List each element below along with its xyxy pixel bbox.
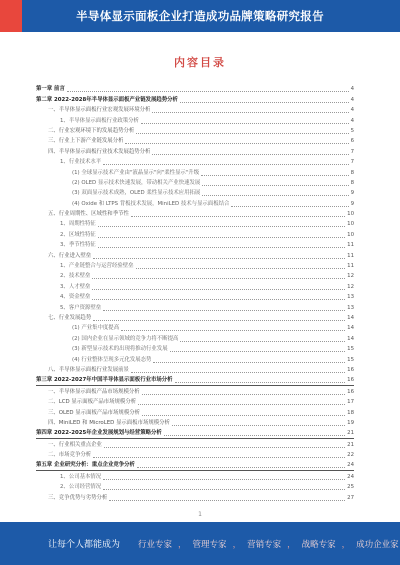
toc-dot-leader <box>142 394 345 395</box>
page-number: 1 <box>198 511 202 518</box>
toc-dot-leader <box>231 206 348 207</box>
toc-entry-page: 21 <box>347 441 354 448</box>
toc-entry-label: 四、MiniLED 和 MicroLED 显示面板市场规模分析 <box>48 419 170 426</box>
toc-entry[interactable] <box>36 482 354 492</box>
footer-separator: ， <box>178 539 187 550</box>
toc-entry[interactable] <box>36 418 354 428</box>
toc-entry-label: 二、行业宏观环境下的发展趋势分析 <box>48 127 135 134</box>
toc-heading: 内容目录 <box>174 56 226 69</box>
toc-entry[interactable] <box>36 126 354 136</box>
toc-entry-label: (3) 双面显示技术成熟，OLED 柔性显示技术应用拓展 <box>72 190 201 197</box>
toc-entry-label: 一、行业相关重点企业 <box>48 441 102 448</box>
toc-dot-leader <box>202 195 348 196</box>
footer-separator: ， <box>287 539 296 550</box>
toc-entry[interactable] <box>36 157 354 167</box>
toc-dot-leader <box>201 175 348 176</box>
toc-dot-leader <box>175 382 346 383</box>
toc-entry-page: 19 <box>347 419 354 426</box>
toc-entry[interactable] <box>36 136 354 146</box>
toc-entry-label: (2) OLED 显示技术快速发展，带动相关产业快速发展 <box>72 179 201 186</box>
toc-entry-label: (1) 全球显示技术产业由"液晶显示"向"柔性显示"升级 <box>72 169 200 176</box>
toc-dot-leader <box>104 447 345 448</box>
toc-dot-leader <box>109 500 345 501</box>
toc-entry[interactable] <box>36 219 354 229</box>
toc-dot-leader <box>141 123 349 124</box>
toc-dot-leader <box>125 143 348 144</box>
toc-entry[interactable] <box>36 333 354 343</box>
toc-entry[interactable] <box>36 344 354 354</box>
toc-dot-leader <box>136 268 346 269</box>
toc-dot-leader <box>152 154 348 155</box>
toc-dot-leader <box>93 258 345 259</box>
toc-entry-page: 12 <box>347 283 354 290</box>
toc-dot-leader <box>137 467 345 468</box>
toc-entry[interactable] <box>36 460 354 471</box>
toc-entry-label: (1) 产业集中度提高 <box>72 325 120 332</box>
toc-entry[interactable] <box>36 209 354 219</box>
toc-entry[interactable] <box>36 94 354 104</box>
toc-entry[interactable] <box>36 365 354 375</box>
toc-entry[interactable] <box>36 375 354 386</box>
toc-entry[interactable] <box>36 271 354 281</box>
toc-entry-label: 第四章 2022-2025年企业发展规划与经营策略分析 <box>36 430 162 437</box>
toc-dot-leader <box>180 102 349 103</box>
toc-entry-label: 八、半导体显示面板行业发展前景 <box>48 366 129 373</box>
toc-entry-page: 16 <box>347 366 354 373</box>
toc-dot-leader <box>92 289 345 290</box>
toc-entry-page: 6 <box>350 138 354 145</box>
toc-entry-page: 9 <box>350 190 354 197</box>
toc-entry-page: 8 <box>350 169 354 176</box>
toc-dot-leader <box>98 247 345 248</box>
toc-entry-label: 六、行业进入壁垒 <box>48 252 92 259</box>
toc-entry-label: 4、资金壁垒 <box>60 294 91 301</box>
toc-entry-label: 2、公司经营情况 <box>60 484 102 491</box>
toc-entry-label: 三、竞争优势与劣势分析 <box>48 494 108 501</box>
toc-dot-leader <box>142 415 345 416</box>
toc-entry-label: 1、周期性特征 <box>60 221 96 228</box>
toc-entry-page: 7 <box>350 159 354 166</box>
toc-dot-leader <box>153 362 345 363</box>
toc-entry-label: 三、行业上下游产业链发展分析 <box>48 138 124 145</box>
toc-dot-leader <box>93 457 345 458</box>
toc-entry-page: 22 <box>347 452 354 459</box>
toc-entry-label: 二、LCD 显示面板产品市场规模分析 <box>48 399 137 406</box>
toc-dot-leader <box>92 299 345 300</box>
footer-slogan: 让每个人都能成为 <box>48 540 121 550</box>
header-banner <box>0 0 400 32</box>
toc-entry-page: 4 <box>350 86 354 93</box>
toc-entry-label: (3) 新型显示技术的出现将推动行业发展 <box>72 346 168 353</box>
toc-entry-page: 10 <box>347 231 354 238</box>
toc-entry-label: 七、行业发展趋势 <box>48 314 92 321</box>
footer-role-item: 成功企业家 <box>356 539 399 550</box>
footer-separator: ， <box>341 539 351 550</box>
toc-entry[interactable] <box>36 354 354 364</box>
toc-entry-page: 18 <box>347 409 354 416</box>
toc-dot-leader <box>172 425 345 426</box>
toc-entry-page: 8 <box>350 179 354 186</box>
toc-entry-page: 15 <box>347 346 354 353</box>
toc-entry[interactable] <box>36 386 354 396</box>
footer-role-item: 管理专家 <box>192 539 227 550</box>
toc-entry[interactable] <box>36 146 354 156</box>
toc-entry-label: 5、客户资源壁垒 <box>60 304 102 311</box>
toc-entry[interactable] <box>36 450 354 460</box>
toc-entry-page: 14 <box>347 314 354 321</box>
toc-dot-leader <box>164 435 345 436</box>
toc-entry-label: 一、半导体显示面板行业宏观发展环境分析 <box>48 107 151 114</box>
toc-entry-label: 第一章 前言 <box>36 86 65 93</box>
toc-dot-leader <box>170 351 346 352</box>
toc-entry[interactable] <box>36 240 354 250</box>
toc-entry[interactable] <box>36 492 354 502</box>
toc-entry-page: 11 <box>347 242 354 249</box>
report-title: 半导体显示面板企业打造成功品牌策略研究报告 <box>76 9 324 23</box>
toc-dot-leader <box>180 341 345 342</box>
toc-entry-page: 4 <box>350 117 354 124</box>
toc-entry-label: 1、行业技术水平 <box>60 159 102 166</box>
table-of-contents <box>36 84 354 503</box>
toc-dot-leader <box>67 91 349 92</box>
toc-entry[interactable] <box>36 313 354 323</box>
footer-banner <box>0 522 400 565</box>
toc-entry-label: 2、区域性特征 <box>60 231 96 238</box>
toc-entry-page: 13 <box>347 294 354 301</box>
toc-entry[interactable] <box>36 323 354 333</box>
toc-entry[interactable] <box>36 397 354 407</box>
toc-entry[interactable] <box>36 439 354 449</box>
footer-role-item: 行业专家 <box>138 539 173 550</box>
toc-entry-page: 12 <box>347 273 354 280</box>
toc-entry[interactable] <box>36 84 354 94</box>
toc-entry[interactable] <box>36 292 354 302</box>
toc-entry[interactable] <box>36 198 354 208</box>
toc-entry-page: 14 <box>347 335 354 342</box>
toc-entry[interactable] <box>36 229 354 239</box>
toc-entry-label: 四、半导体显示面板行业技术发展趋势分析 <box>48 148 151 155</box>
toc-entry-page: 14 <box>347 325 354 332</box>
toc-dot-leader <box>138 404 345 405</box>
toc-entry[interactable] <box>36 471 354 481</box>
toc-entry-label: 第二章 2022-2028年半导体显示面板产业链发展趋势分析 <box>36 96 178 103</box>
toc-entry-page: 15 <box>347 356 354 363</box>
toc-entry-label: (2) 国内企业在显示领域的竞争力将不断提高 <box>72 335 179 342</box>
toc-entry[interactable] <box>36 302 354 312</box>
toc-entry-label: 2、技术壁垒 <box>60 273 91 280</box>
footer-role-item: 战略专家 <box>301 539 336 550</box>
toc-entry-page: 10 <box>347 211 354 218</box>
toc-dot-leader <box>103 489 345 490</box>
footer-separator: ， <box>232 539 242 550</box>
toc-entry-page: 24 <box>347 473 354 480</box>
toc-dot-leader <box>103 479 345 480</box>
toc-entry-page: 7 <box>350 148 354 155</box>
toc-dot-leader <box>98 237 345 238</box>
toc-entry-label: (4) Oxide 和 LTPS 背板技术发展，MiniLED 技术与显示面板结合 <box>72 200 230 207</box>
toc-entry-page: 13 <box>347 304 354 311</box>
toc-entry-label: 1、公司基本情况 <box>60 473 102 480</box>
toc-dot-leader <box>136 133 348 134</box>
toc-entry-page: 17 <box>347 399 354 406</box>
toc-entry-label: 五、行业周期性、区域性和季节性 <box>48 211 129 218</box>
toc-entry-page: 16 <box>347 388 354 395</box>
toc-entry-page: 24 <box>347 462 354 469</box>
toc-dot-leader <box>152 112 348 113</box>
toc-entry-label: 一、半导体显示面板产品市场规模分析 <box>48 388 140 395</box>
toc-dot-leader <box>131 216 345 217</box>
toc-entry-page: 11 <box>347 252 354 259</box>
toc-entry-label: 第三章 2022-2027年中国半导体显示面板行业市场分析 <box>36 377 173 384</box>
toc-entry-label: 三、OLED 显示面板产品市场规模分析 <box>48 409 140 416</box>
toc-entry-label: (4) 行业整体呈现多元化发展态势 <box>72 356 152 363</box>
toc-entry-label: 3、季节性特征 <box>60 242 96 249</box>
toc-entry[interactable] <box>36 407 354 417</box>
toc-entry-page: 4 <box>350 96 354 103</box>
toc-dot-leader <box>121 330 345 331</box>
toc-entry-label: 二、市场竞争分析 <box>48 452 92 459</box>
toc-entry[interactable] <box>36 167 354 177</box>
toc-entry[interactable] <box>36 281 354 291</box>
toc-dot-leader <box>92 278 345 279</box>
toc-entry[interactable] <box>36 261 354 271</box>
footer-role-item: 营销专家 <box>247 539 282 550</box>
toc-entry-label: 1、产业链整合与运营经验壁垒 <box>60 263 134 270</box>
toc-entry-label: 3、人才壁垒 <box>60 283 91 290</box>
toc-entry-label: 第五章 企业研究分析：重点企业竞争分析 <box>36 462 135 469</box>
footer-roles <box>138 538 399 550</box>
toc-entry[interactable] <box>36 188 354 198</box>
toc-entry-page: 5 <box>350 127 354 134</box>
toc-entry-page: 10 <box>347 221 354 228</box>
toc-entry-page: 9 <box>350 200 354 207</box>
toc-dot-leader <box>103 164 348 165</box>
toc-entry[interactable] <box>36 250 354 260</box>
toc-entry[interactable] <box>36 105 354 115</box>
toc-entry-page: 21 <box>347 430 354 437</box>
toc-entry-page: 25 <box>347 484 354 491</box>
toc-entry[interactable] <box>36 428 354 439</box>
toc-entry-page: 27 <box>347 494 354 501</box>
header-accent-bar <box>0 0 22 32</box>
toc-entry[interactable] <box>36 115 354 125</box>
toc-entry-page: 4 <box>350 107 354 114</box>
toc-entry[interactable] <box>36 178 354 188</box>
toc-dot-leader <box>93 320 345 321</box>
toc-dot-leader <box>131 372 345 373</box>
toc-entry-page: 16 <box>347 377 354 384</box>
toc-entry-page: 11 <box>347 263 354 270</box>
toc-dot-leader <box>98 226 345 227</box>
toc-dot-leader <box>202 185 348 186</box>
toc-entry-label: 1、半导体显示面板行业政策分析 <box>60 117 139 124</box>
toc-dot-leader <box>103 310 345 311</box>
